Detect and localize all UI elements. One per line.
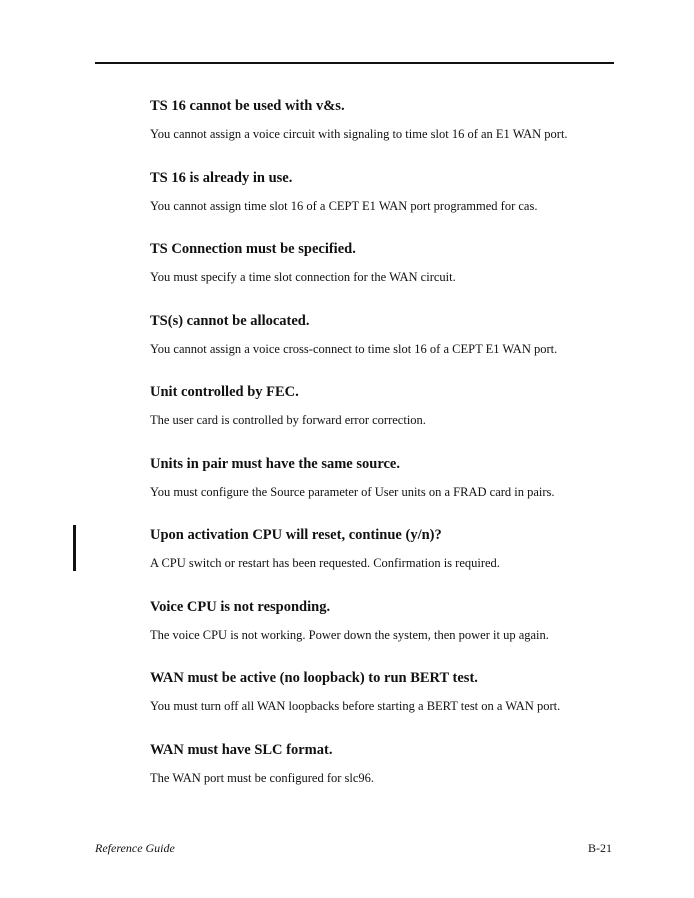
message-title: TS 16 cannot be used with v&s. [150, 98, 345, 114]
message-description: You cannot assign a voice cross-connect to time slot 16 of a CEPT E1 WAN port. [150, 341, 558, 356]
message-title: Units in pair must have the same source. [150, 455, 400, 472]
message-title: Upon activation CPU will reset, continue (y/n)? [150, 527, 442, 543]
message-title: TS 16 is already in use. [150, 169, 293, 186]
message-title: WAN must be active (no loopback) to run BERT test. [150, 670, 478, 686]
message-entry [150, 97, 620, 169]
header-rule [95, 62, 614, 64]
footer-page-number: B-21 [588, 841, 612, 855]
message-description: A CPU switch or restart has been requested. Confirmation is required. [150, 556, 500, 570]
change-bar [73, 525, 76, 571]
message-title: Voice CPU is not responding. [150, 598, 331, 615]
message-title: Unit controlled by FEC. [150, 384, 299, 400]
message-description: The user card is controlled by forward error correction. [150, 413, 426, 427]
message-description: You must specify a time slot connection for the WAN circuit. [150, 270, 456, 284]
message-description: You cannot assign time slot 16 of a CEPT E1 WAN port programmed for cas. [150, 198, 538, 213]
message-entry [150, 383, 620, 455]
message-description: You must turn off all WAN loopbacks before starting a BERT test on a WAN port. [150, 699, 561, 713]
message-entry [150, 240, 620, 312]
message-entry [150, 669, 620, 741]
message-entry [150, 741, 620, 813]
message-entry [150, 312, 620, 384]
message-list [150, 97, 620, 812]
message-title: WAN must have SLC format. [150, 741, 333, 758]
message-entry [150, 169, 620, 241]
message-title: TS Connection must be specified. [150, 241, 356, 257]
message-entry [150, 455, 620, 527]
footer-document-title: Reference Guide [95, 841, 175, 855]
message-title: TS(s) cannot be allocated. [150, 312, 310, 329]
message-description: You cannot assign a voice circuit with signaling to time slot 16 of an E1 WAN port. [150, 127, 568, 141]
message-description: You must configure the Source parameter of User units on a FRAD card in pairs. [150, 484, 555, 499]
message-description: The WAN port must be configured for slc96. [150, 770, 375, 785]
message-entry [150, 598, 620, 670]
message-entry [150, 526, 620, 598]
message-description: The voice CPU is not working. Power down the system, then power it up again. [150, 627, 549, 642]
